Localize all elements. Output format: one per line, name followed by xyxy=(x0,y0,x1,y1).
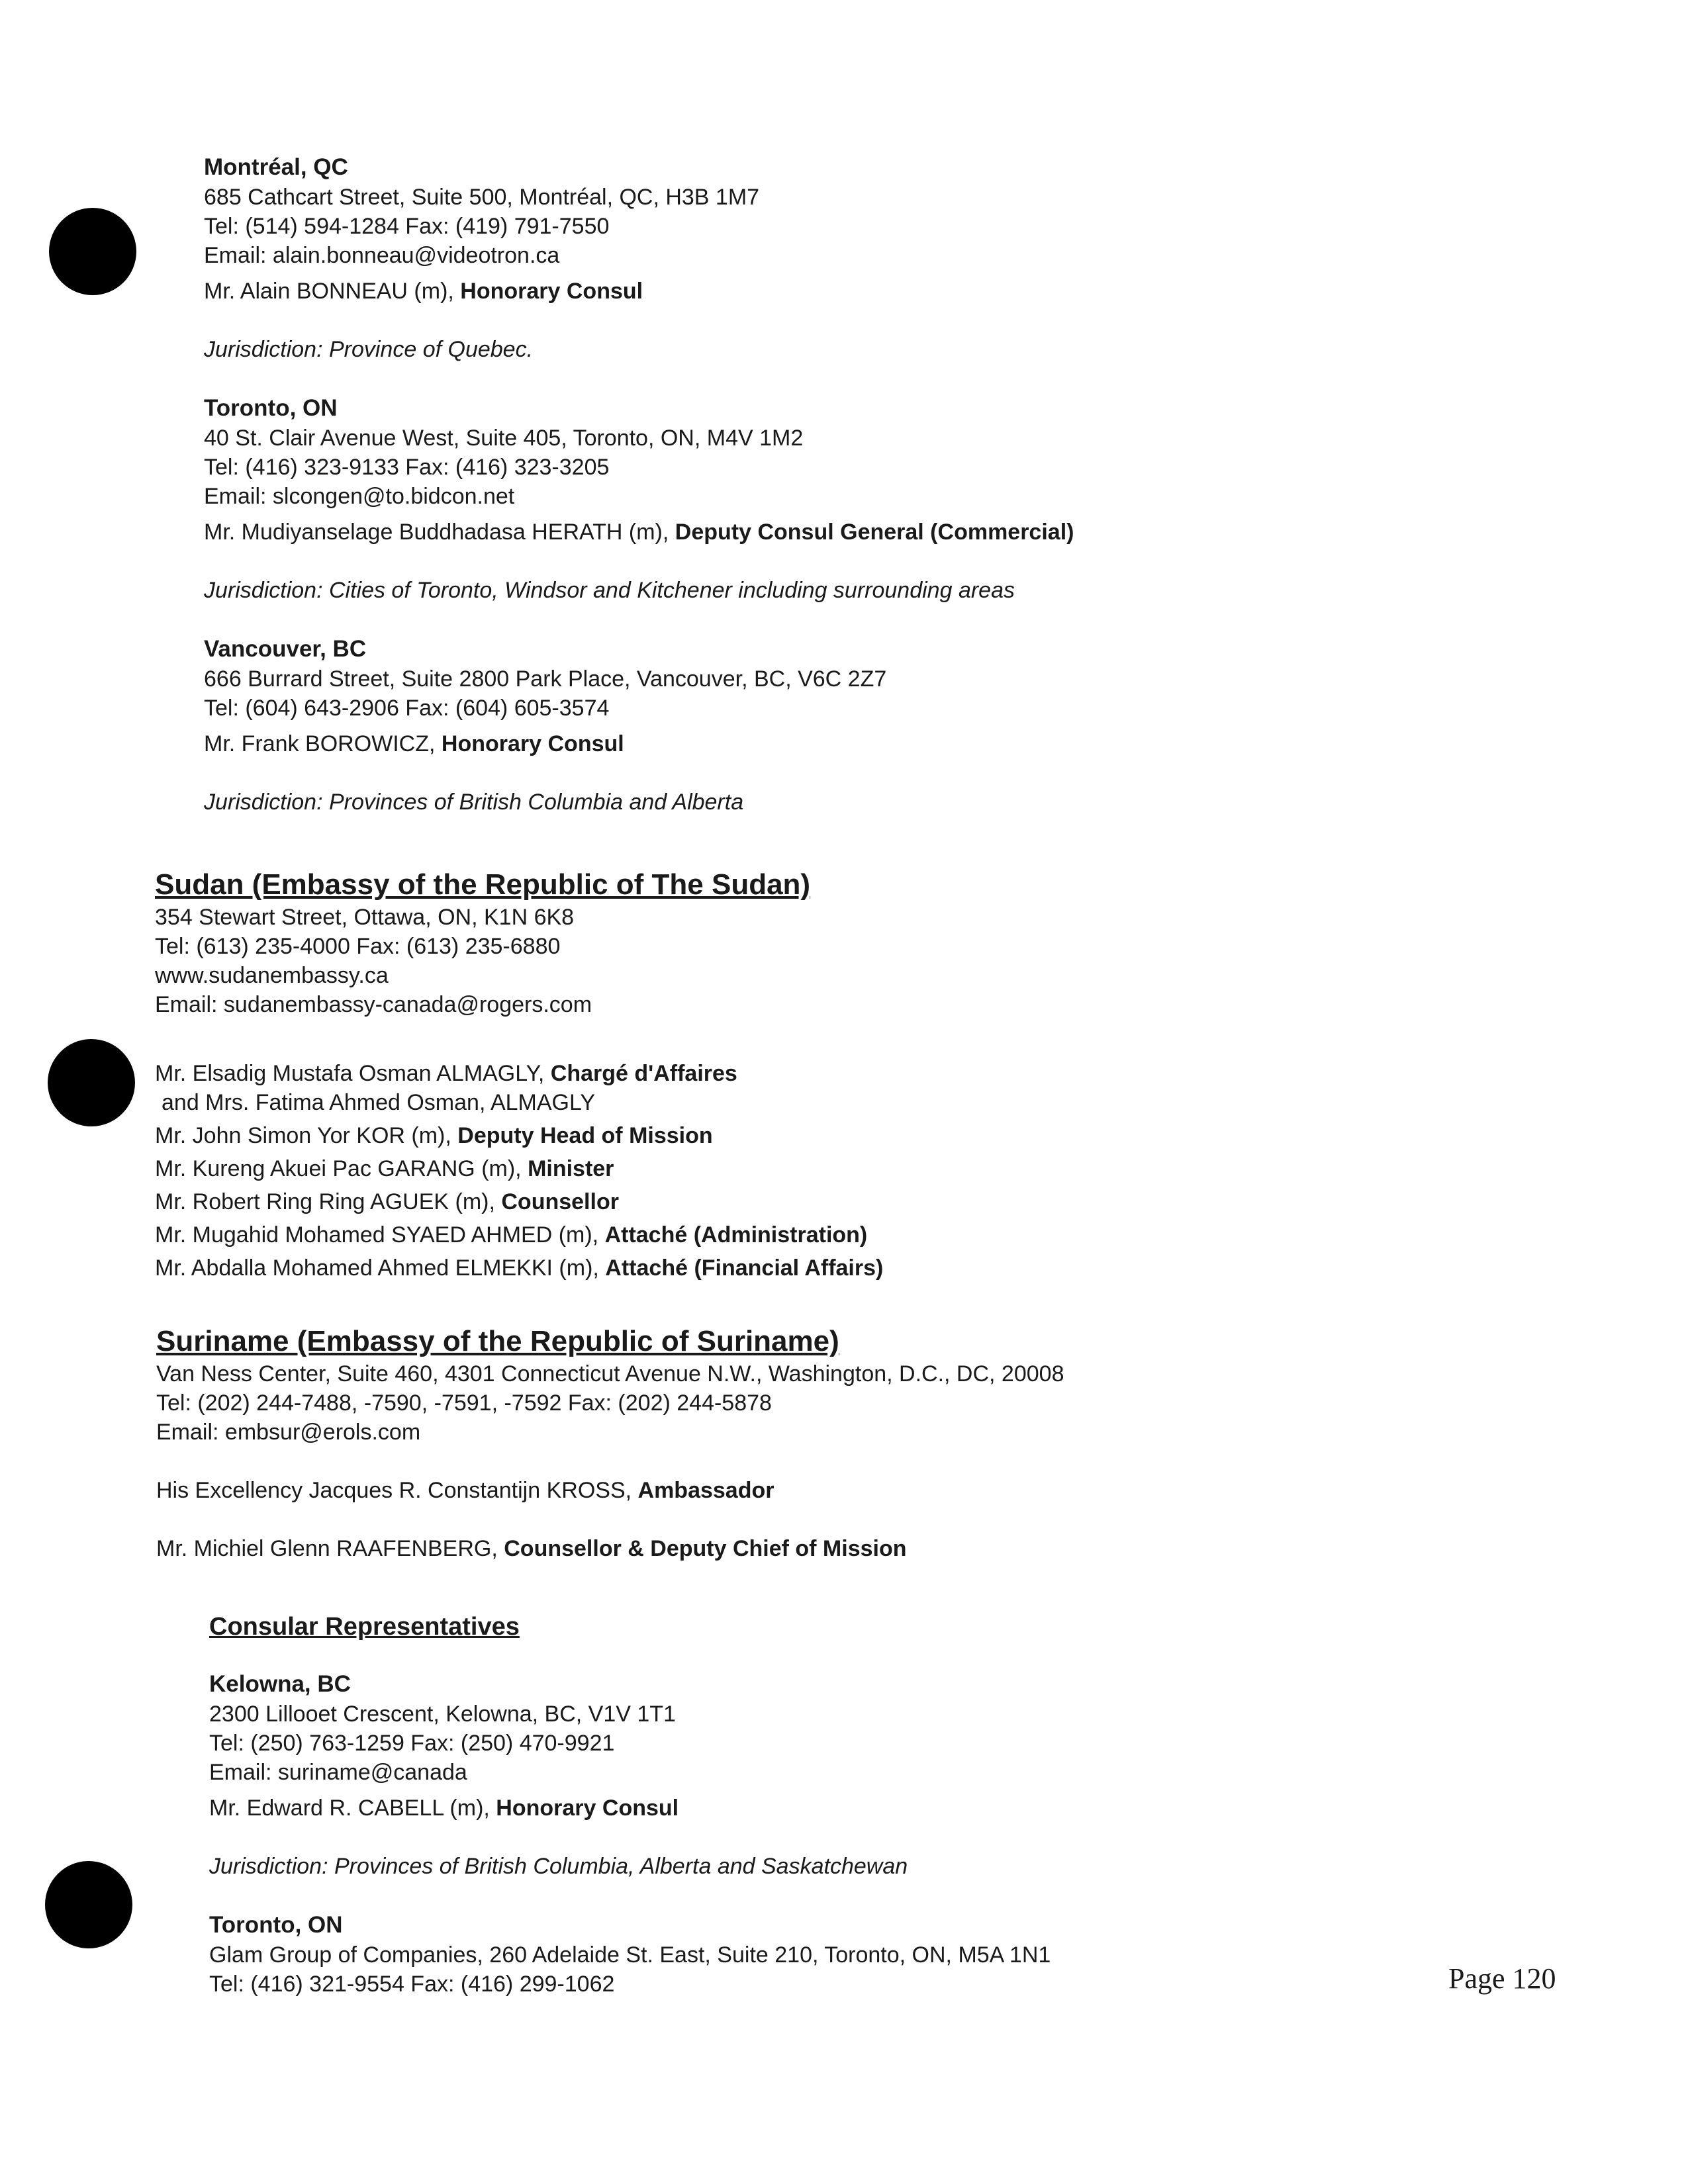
punch-hole-bottom xyxy=(45,1861,132,1948)
kelowna-jurisdiction-text: Provinces of British Columbia, Alberta and Saskatchewan xyxy=(334,1854,908,1879)
suriname-counsellor xyxy=(156,1534,1064,1563)
kelowna-person: Mr. Edward R. CABELL (m), xyxy=(209,1796,496,1821)
kelowna-city: Kelowna, BC xyxy=(209,1671,351,1697)
staff-title: Attaché (Administration) xyxy=(604,1222,868,1248)
sudan-staff-list xyxy=(155,1121,883,1283)
suriname-section xyxy=(156,1324,1064,1563)
suriname-toronto-city: Toronto, ON xyxy=(209,1912,343,1938)
sudan-email: Email: sudanembassy-canada@rogers.com xyxy=(155,992,592,1017)
sudan-lead-person: Mr. Elsadig Mustafa Osman ALMAGLY, xyxy=(155,1061,551,1086)
staff-person: Mr. Robert Ring Ring AGUEK (m), xyxy=(155,1189,502,1214)
staff-person: Mr. John Simon Yor KOR (m), xyxy=(155,1123,458,1148)
ambassador-title: Ambassador xyxy=(637,1478,774,1503)
sudan-lead-title: Chargé d'Affaires xyxy=(550,1061,737,1086)
vancouver-jurisdiction-text: Provinces of British Columbia and Alberta xyxy=(328,790,744,815)
vancouver-address: 666 Burrard Street, Suite 2800 Park Place, Vancouver, BC, V6C 2Z7 xyxy=(204,666,887,692)
montreal-city: Montréal, QC xyxy=(204,154,348,180)
vancouver-title: Honorary Consul xyxy=(441,731,624,756)
punch-hole-top xyxy=(49,208,136,295)
sudan-website: www.sudanembassy.ca xyxy=(155,963,389,988)
staff-person: Mr. Mugahid Mohamed SYAED AHMED (m), xyxy=(155,1222,605,1248)
sudan-heading: Sudan (Embassy of the Republic of The Sudan) xyxy=(155,868,811,901)
staff-title: Minister xyxy=(528,1156,614,1181)
toronto-city: Toronto, ON xyxy=(204,395,338,421)
kelowna-address: 2300 Lillooet Crescent, Kelowna, BC, V1V 1T1 xyxy=(209,1702,676,1727)
toronto-jurisdiction-text: Cities of Toronto, Windsor and Kitchener including surrounding areas xyxy=(328,578,1015,603)
vancouver-city: Vancouver, BC xyxy=(204,636,367,662)
toronto-tel-fax: Tel: (416) 323-9133 Fax: (416) 323-3205 xyxy=(204,455,610,480)
staff-person: Mr. Kureng Akuei Pac GARANG (m), xyxy=(155,1156,528,1181)
kelowna-tel-fax: Tel: (250) 763-1259 Fax: (250) 470-9921 xyxy=(209,1731,615,1756)
montreal-tel-fax: Tel: (514) 594-1284 Fax: (419) 791-7550 xyxy=(204,214,610,239)
toronto-contact xyxy=(204,518,1074,547)
sudan-spouse: and Mrs. Fatima Ahmed Osman, ALMAGLY xyxy=(162,1090,596,1115)
vancouver-jurisdiction-label: Jurisdiction: xyxy=(204,790,329,815)
montreal-jurisdiction-text: Province of Quebec. xyxy=(328,337,534,362)
sudan-staff-item xyxy=(155,1154,883,1183)
kelowna-jurisdiction-label: Jurisdiction: xyxy=(209,1854,334,1879)
staff-title: Counsellor xyxy=(501,1189,619,1214)
suriname-address: Van Ness Center, Suite 460, 4301 Connecticut Avenue N.W., Washington, D.C., DC, 20008 xyxy=(156,1361,1064,1387)
toronto-jurisdiction-label: Jurisdiction: xyxy=(204,578,329,603)
montreal-address: 685 Cathcart Street, Suite 500, Montréal, QC, H3B 1M7 xyxy=(204,185,760,210)
sudan-staff-item xyxy=(155,1253,883,1283)
sudan-lead-contact xyxy=(155,1059,883,1088)
sudan-address: 354 Stewart Street, Ottawa, ON, K1N 6K8 xyxy=(155,905,575,930)
kelowna-email: Email: suriname@canada xyxy=(209,1760,467,1785)
consular-heading: Consular Representatives xyxy=(209,1613,520,1641)
suriname-ambassador xyxy=(156,1476,1064,1505)
toronto-email: Email: slcongen@to.bidcon.net xyxy=(204,484,515,509)
vancouver-person: Mr. Frank BOROWICZ, xyxy=(204,731,442,756)
suriname-heading: Suriname (Embassy of the Republic of Suriname) xyxy=(156,1325,839,1357)
punch-hole-middle xyxy=(48,1039,135,1126)
sudan-section xyxy=(155,867,883,1287)
staff-title: Attaché (Financial Affairs) xyxy=(605,1255,884,1281)
montreal-title: Honorary Consul xyxy=(460,279,643,304)
toronto-address: 40 St. Clair Avenue West, Suite 405, Toronto, ON, M4V 1M2 xyxy=(204,426,804,451)
counsellor-person: Mr. Michiel Glenn RAAFENBERG, xyxy=(156,1536,504,1561)
kelowna-title: Honorary Consul xyxy=(496,1796,679,1821)
montreal-person: Mr. Alain BONNEAU (m), xyxy=(204,279,461,304)
suriname-consular-section xyxy=(209,1611,1051,1999)
staff-title: Deputy Head of Mission xyxy=(457,1123,713,1148)
montreal-contact xyxy=(204,277,1074,306)
page-number: Page 120 xyxy=(1448,1962,1556,1995)
suriname-toronto-tel-fax: Tel: (416) 321-9554 Fax: (416) 299-1062 xyxy=(209,1972,615,1997)
kelowna-contact xyxy=(209,1794,1051,1823)
montreal-jurisdiction xyxy=(204,335,1074,364)
toronto-jurisdiction xyxy=(204,576,1074,605)
toronto-title: Deputy Consul General (Commercial) xyxy=(675,520,1074,545)
consular-offices-continued xyxy=(204,152,1074,817)
montreal-email: Email: alain.bonneau@videotron.ca xyxy=(204,243,560,268)
sudan-staff-item xyxy=(155,1187,883,1216)
vancouver-tel-fax: Tel: (604) 643-2906 Fax: (604) 605-3574 xyxy=(204,696,610,721)
vancouver-contact xyxy=(204,729,1074,758)
staff-person: Mr. Abdalla Mohamed Ahmed ELMEKKI (m), xyxy=(155,1255,606,1281)
counsellor-title: Counsellor & Deputy Chief of Mission xyxy=(504,1536,907,1561)
suriname-email: Email: embsur@erols.com xyxy=(156,1420,421,1445)
kelowna-jurisdiction xyxy=(209,1852,1051,1881)
vancouver-jurisdiction xyxy=(204,788,1074,817)
sudan-tel-fax: Tel: (613) 235-4000 Fax: (613) 235-6880 xyxy=(155,934,561,959)
suriname-tel-fax: Tel: (202) 244-7488, -7590, -7591, -7592 Fax: (202) 244-5878 xyxy=(156,1390,772,1416)
sudan-staff-item xyxy=(155,1220,883,1250)
toronto-person: Mr. Mudiyanselage Buddhadasa HERATH (m), xyxy=(204,520,675,545)
suriname-toronto-address: Glam Group of Companies, 260 Adelaide St. East, Suite 210, Toronto, ON, M5A 1N1 xyxy=(209,1942,1051,1968)
montreal-jurisdiction-label: Jurisdiction: xyxy=(204,337,329,362)
sudan-staff-item xyxy=(155,1121,883,1150)
ambassador-person: His Excellency Jacques R. Constantijn KROSS, xyxy=(156,1478,638,1503)
